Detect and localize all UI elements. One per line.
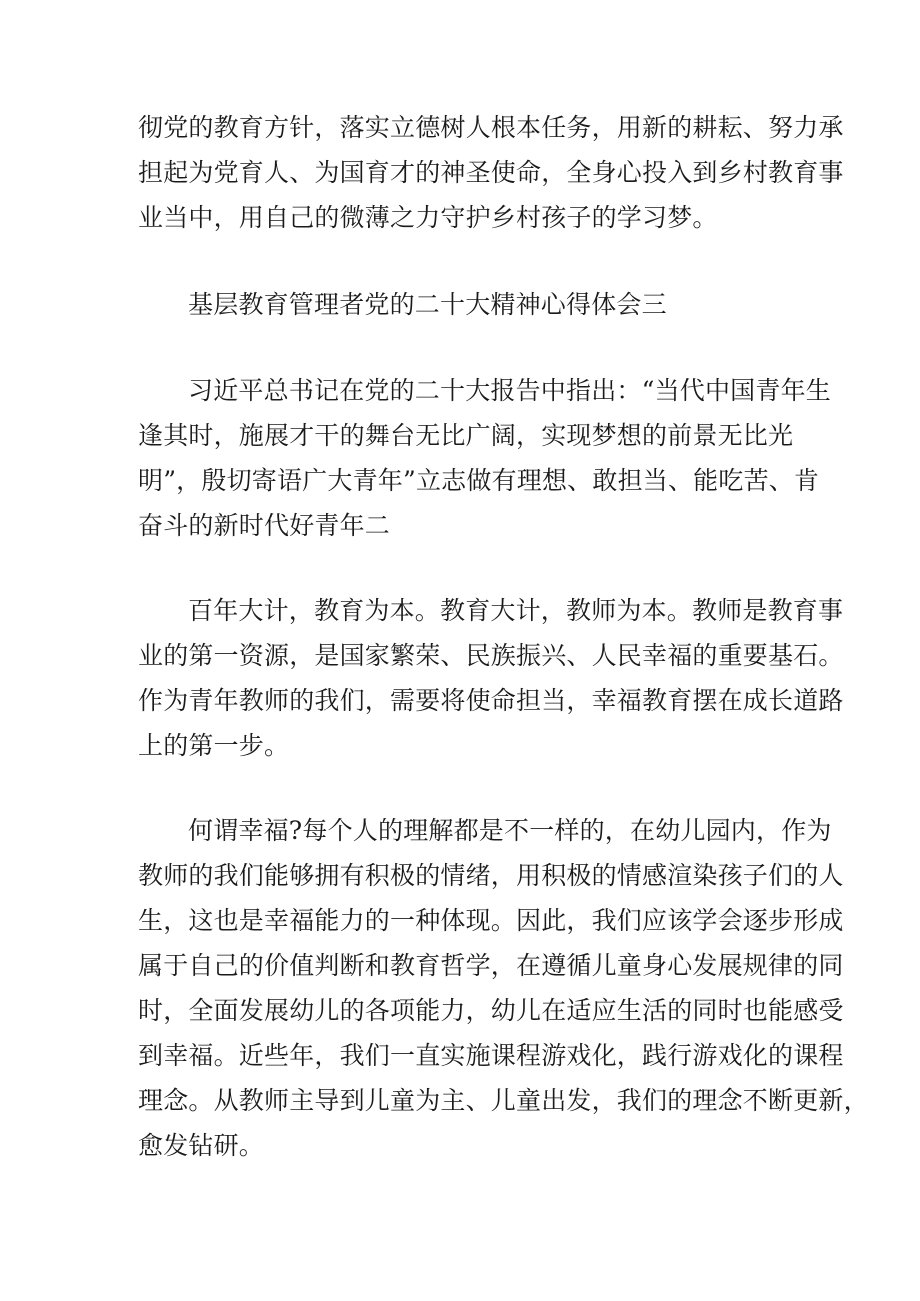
text-line: 上的第一步。	[138, 731, 290, 760]
text-line: 何谓幸福?每个人的理解都是不一样的，在幼儿园内，作为	[188, 816, 832, 845]
section-heading: 基层教育管理者党的二十大精神心得体会三	[188, 290, 667, 319]
text-line: 明”，殷切寄语广大青年”立志做有理想、敢担当、能吃苦、肯	[138, 466, 820, 495]
text-line: 到幸福。近些年，我们一直实施课程游戏化，践行游戏化的课程	[138, 1041, 844, 1070]
text-line: 担起为党育人、为国育才的神圣使命，全身心投入到乡村教育事	[138, 158, 844, 187]
text-line: 理念。从教师主导到儿童为主、儿童出发，我们的理念不断更新，	[138, 1086, 869, 1115]
text-line: 彻党的教育方针，落实立德树人根本任务，用新的耕耘、努力承	[138, 113, 844, 142]
text-line: 习近平总书记在党的二十大报告中指出：“当代中国青年生	[188, 376, 831, 405]
text-line: 业的第一资源，是国家繁荣、民族振兴、人民幸福的重要基石。	[138, 641, 844, 670]
text-line: 时，全面发展幼儿的各项能力，幼儿在适应生活的同时也能感受	[138, 996, 844, 1025]
text-line: 逢其时，施展才干的舞台无比广阔，实现梦想的前景无比光	[138, 421, 794, 450]
text-line: 作为青年教师的我们，需要将使命担当，幸福教育摆在成长道路	[138, 686, 844, 715]
text-line: 奋斗的新时代好青年二	[138, 511, 391, 540]
text-line: 愈发钻研。	[138, 1131, 265, 1160]
text-line: 百年大计，教育为本。教育大计，教师为本。教师是教育事	[188, 596, 844, 625]
text-line: 教师的我们能够拥有积极的情绪，用积极的情感渲染孩子们的人	[138, 861, 844, 890]
text-line: 业当中，用自己的微薄之力守护乡村孩子的学习梦。	[138, 203, 718, 232]
text-line: 属于自己的价值判断和教育哲学，在遵循儿童身心发展规律的同	[138, 951, 844, 980]
text-line: 生，这也是幸福能力的一种体现。因此，我们应该学会逐步形成	[138, 906, 844, 935]
